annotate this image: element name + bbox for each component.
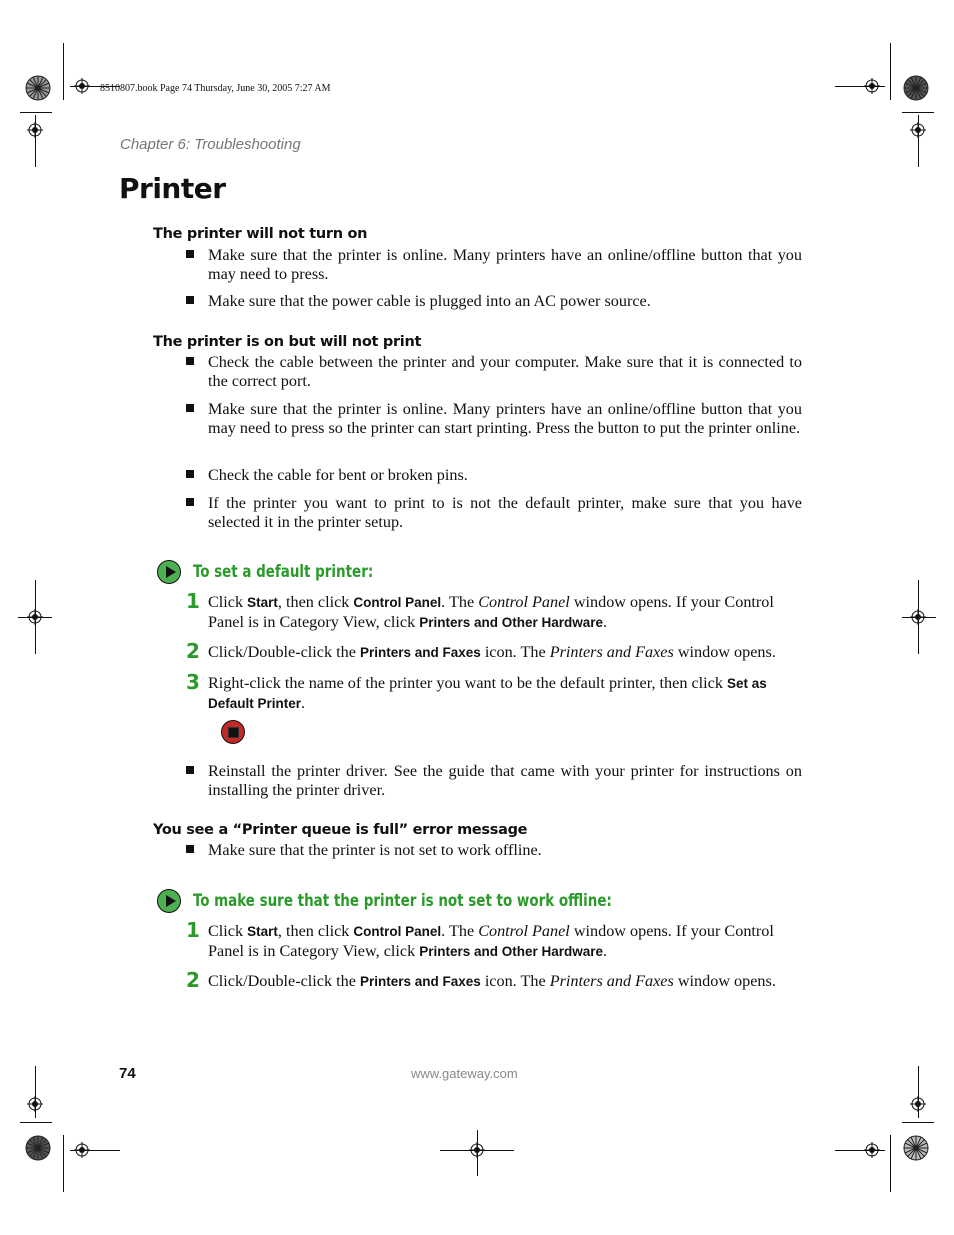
step-text: Click/Double-click the Printers and Faxes icon. The Printers and Faxes window opens. (208, 643, 776, 661)
crop-line (902, 1122, 934, 1123)
procedure-arrow-icon (157, 560, 181, 584)
color-bar-burst-icon (903, 75, 929, 101)
book-slug: 8510807.book Page 74 Thursday, June 30, 2005 7:27 AM (100, 83, 331, 94)
page-number: 74 (119, 1065, 136, 1082)
step-text: Click Start, then click Control Panel. The Control Panel window opens. If your Control Panel is in Category View, click Printers and Other Hardware. (208, 593, 774, 631)
section-heading: The printer will not turn on (153, 226, 368, 242)
crop-line (890, 1135, 891, 1192)
step-number: 1 (186, 589, 200, 613)
registration-mark-icon (27, 609, 43, 625)
registration-mark-icon (469, 1142, 485, 1158)
chapter-heading: Chapter 6: Troubleshooting (120, 136, 301, 153)
step-text: Click/Double-click the Printers and Faxes icon. The Printers and Faxes window opens. (208, 972, 776, 990)
color-bar-burst-icon (25, 1135, 51, 1161)
crop-line (890, 43, 891, 100)
section-heading: The printer is on but will not print (153, 334, 422, 350)
page-title: Printer (119, 172, 226, 205)
registration-mark-icon (27, 1096, 43, 1112)
registration-mark-icon (74, 1142, 90, 1158)
color-bar-burst-icon (25, 75, 51, 101)
registration-mark-icon (864, 78, 880, 94)
footer-url[interactable]: www.gateway.com (411, 1066, 518, 1081)
crop-line (63, 43, 64, 100)
registration-mark-icon (864, 1142, 880, 1158)
crop-line (20, 1122, 52, 1123)
registration-mark-icon (910, 1096, 926, 1112)
crop-line (63, 1135, 64, 1192)
registration-mark-icon (27, 122, 43, 138)
procedure-arrow-icon (157, 889, 181, 913)
step-text: Click Start, then click Control Panel. The Control Panel window opens. If your Control Panel is in Category View, click Printers and Other Hardware. (208, 922, 774, 960)
registration-mark-icon (910, 122, 926, 138)
step-number: 2 (186, 639, 200, 663)
stop-icon (221, 720, 245, 744)
crop-line (20, 112, 52, 113)
procedure-title: To make sure that the printer is not set to work offline: (193, 891, 612, 911)
crop-line (902, 112, 934, 113)
step-number: 2 (186, 968, 200, 992)
color-bar-burst-icon (903, 1135, 929, 1161)
step-number: 3 (186, 670, 200, 694)
step-text: Right-click the name of the printer you want to be the default printer, then click Set as Default Printer. (208, 674, 767, 712)
procedure-title: To set a default printer: (193, 562, 374, 582)
step-number: 1 (186, 918, 200, 942)
section-heading: You see a “Printer queue is full” error message (153, 822, 528, 838)
registration-mark-icon (74, 78, 90, 94)
registration-mark-icon (910, 609, 926, 625)
